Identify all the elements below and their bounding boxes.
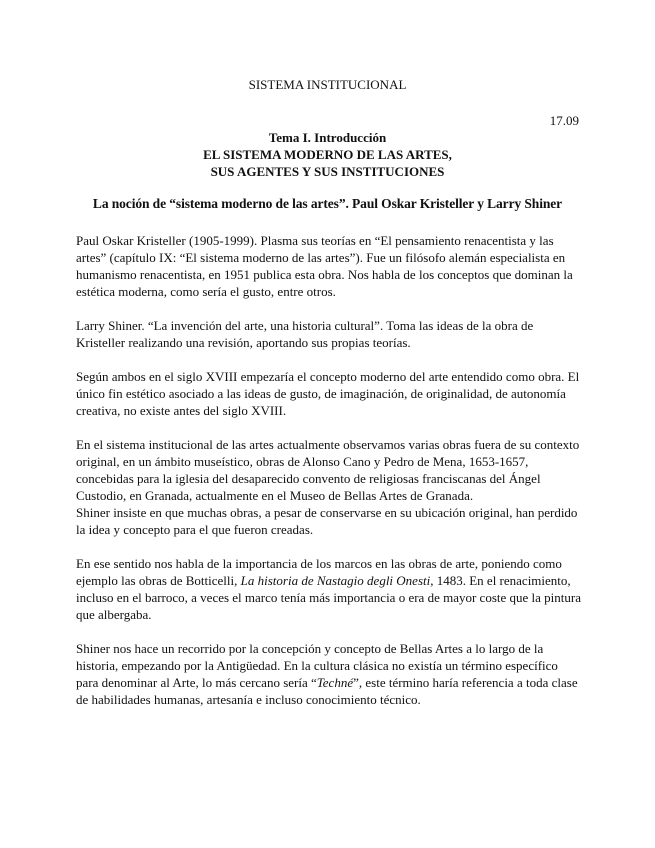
main-title-line-2: SUS AGENTES Y SUS INSTITUCIONES	[210, 164, 445, 179]
paragraph-shiner: Larry Shiner. “La invención del arte, una historia cultural”. Toma las ideas de la obra de Kristeller realizando una revisión, aportando sus propias teorías.	[76, 318, 534, 350]
paragraph-institutional-system: En el sistema institucional de las artes actualmente observamos varias obras fuera de su contexto original, en un ámbito museístico, obras de Alonso Cano y Pedro de Mena, 1653-1657, concebidas para la iglesia del desaparecido convento de religiosas franciscanas del Ángel Custodio, en Granada, actualmente en el Museo de Bellas Artes de Granada.	[76, 437, 580, 503]
main-title-line-1: EL SISTEMA MODERNO DE LAS ARTES,	[203, 147, 452, 162]
paragraph-frames	[76, 555, 581, 623]
paragraph-kristeller: Paul Oskar Kristeller (1905-1999). Plasma sus teorías en “El pensamiento renacentista y las artes” (capítulo IX: “El sistema moderno de las artes”). Fue un filósofo alemán especialista en humanismo renacentista, en 1951 publica esta obra. Nos habla de los conceptos que dominan la estética moderna, como sería el gusto, entre otros.	[76, 233, 573, 299]
paragraph-xviii: Según ambos en el siglo XVIII empezaría el concepto moderno del arte entendido como obra. El único fin estético asociado a las ideas de gusto, de imaginación, de originalidad, de autonomía creativa, no existe antes del siglo XVIII.	[76, 369, 580, 418]
title-block	[0, 129, 655, 180]
topic-title: Tema I. Introducción	[268, 130, 387, 145]
document-date: 17.09	[549, 113, 579, 128]
section-subtitle: La noción de “sistema moderno de las artes”. Paul Oskar Kristeller y Larry Shiner	[92, 196, 563, 211]
paragraph-fine-arts	[76, 640, 581, 708]
paragraph-shiner-insists: Shiner insiste en que muchas obras, a pesar de conservarse en su ubicación original, han perdido la idea y concepto para el que fueron creadas.	[76, 505, 578, 537]
paragraph-frames-text-b: , 1483. En el renacimiento, incluso en el barroco, a veces el marco tenía más importancia o era de mayor coste que la pintura que albergaba.	[76, 573, 581, 622]
techne-term: Techné	[316, 675, 354, 690]
paragraph-frames-text-a: En ese sentido nos habla de la importancia de los marcos en las obras de arte, poniendo como ejemplo las obras de Botticelli,	[76, 556, 562, 588]
document-header: SISTEMA INSTITUCIONAL	[248, 77, 407, 92]
paragraph-fine-arts-text-b: ”, este término haría referencia a toda clase de habilidades humanas, artesanía e incluso conocimiento técnico.	[76, 675, 578, 707]
paragraph-fine-arts-text-a: Shiner nos hace un recorrido por la concepción y concepto de Bellas Artes a lo largo de la historia, empezando por la Antigüedad. En la cultura clásica no existía un término específico para denominar al Arte, lo más cercano sería “	[76, 641, 558, 690]
artwork-title: La historia de Nastagio degli Onesti	[240, 573, 431, 588]
body-text	[76, 232, 581, 725]
